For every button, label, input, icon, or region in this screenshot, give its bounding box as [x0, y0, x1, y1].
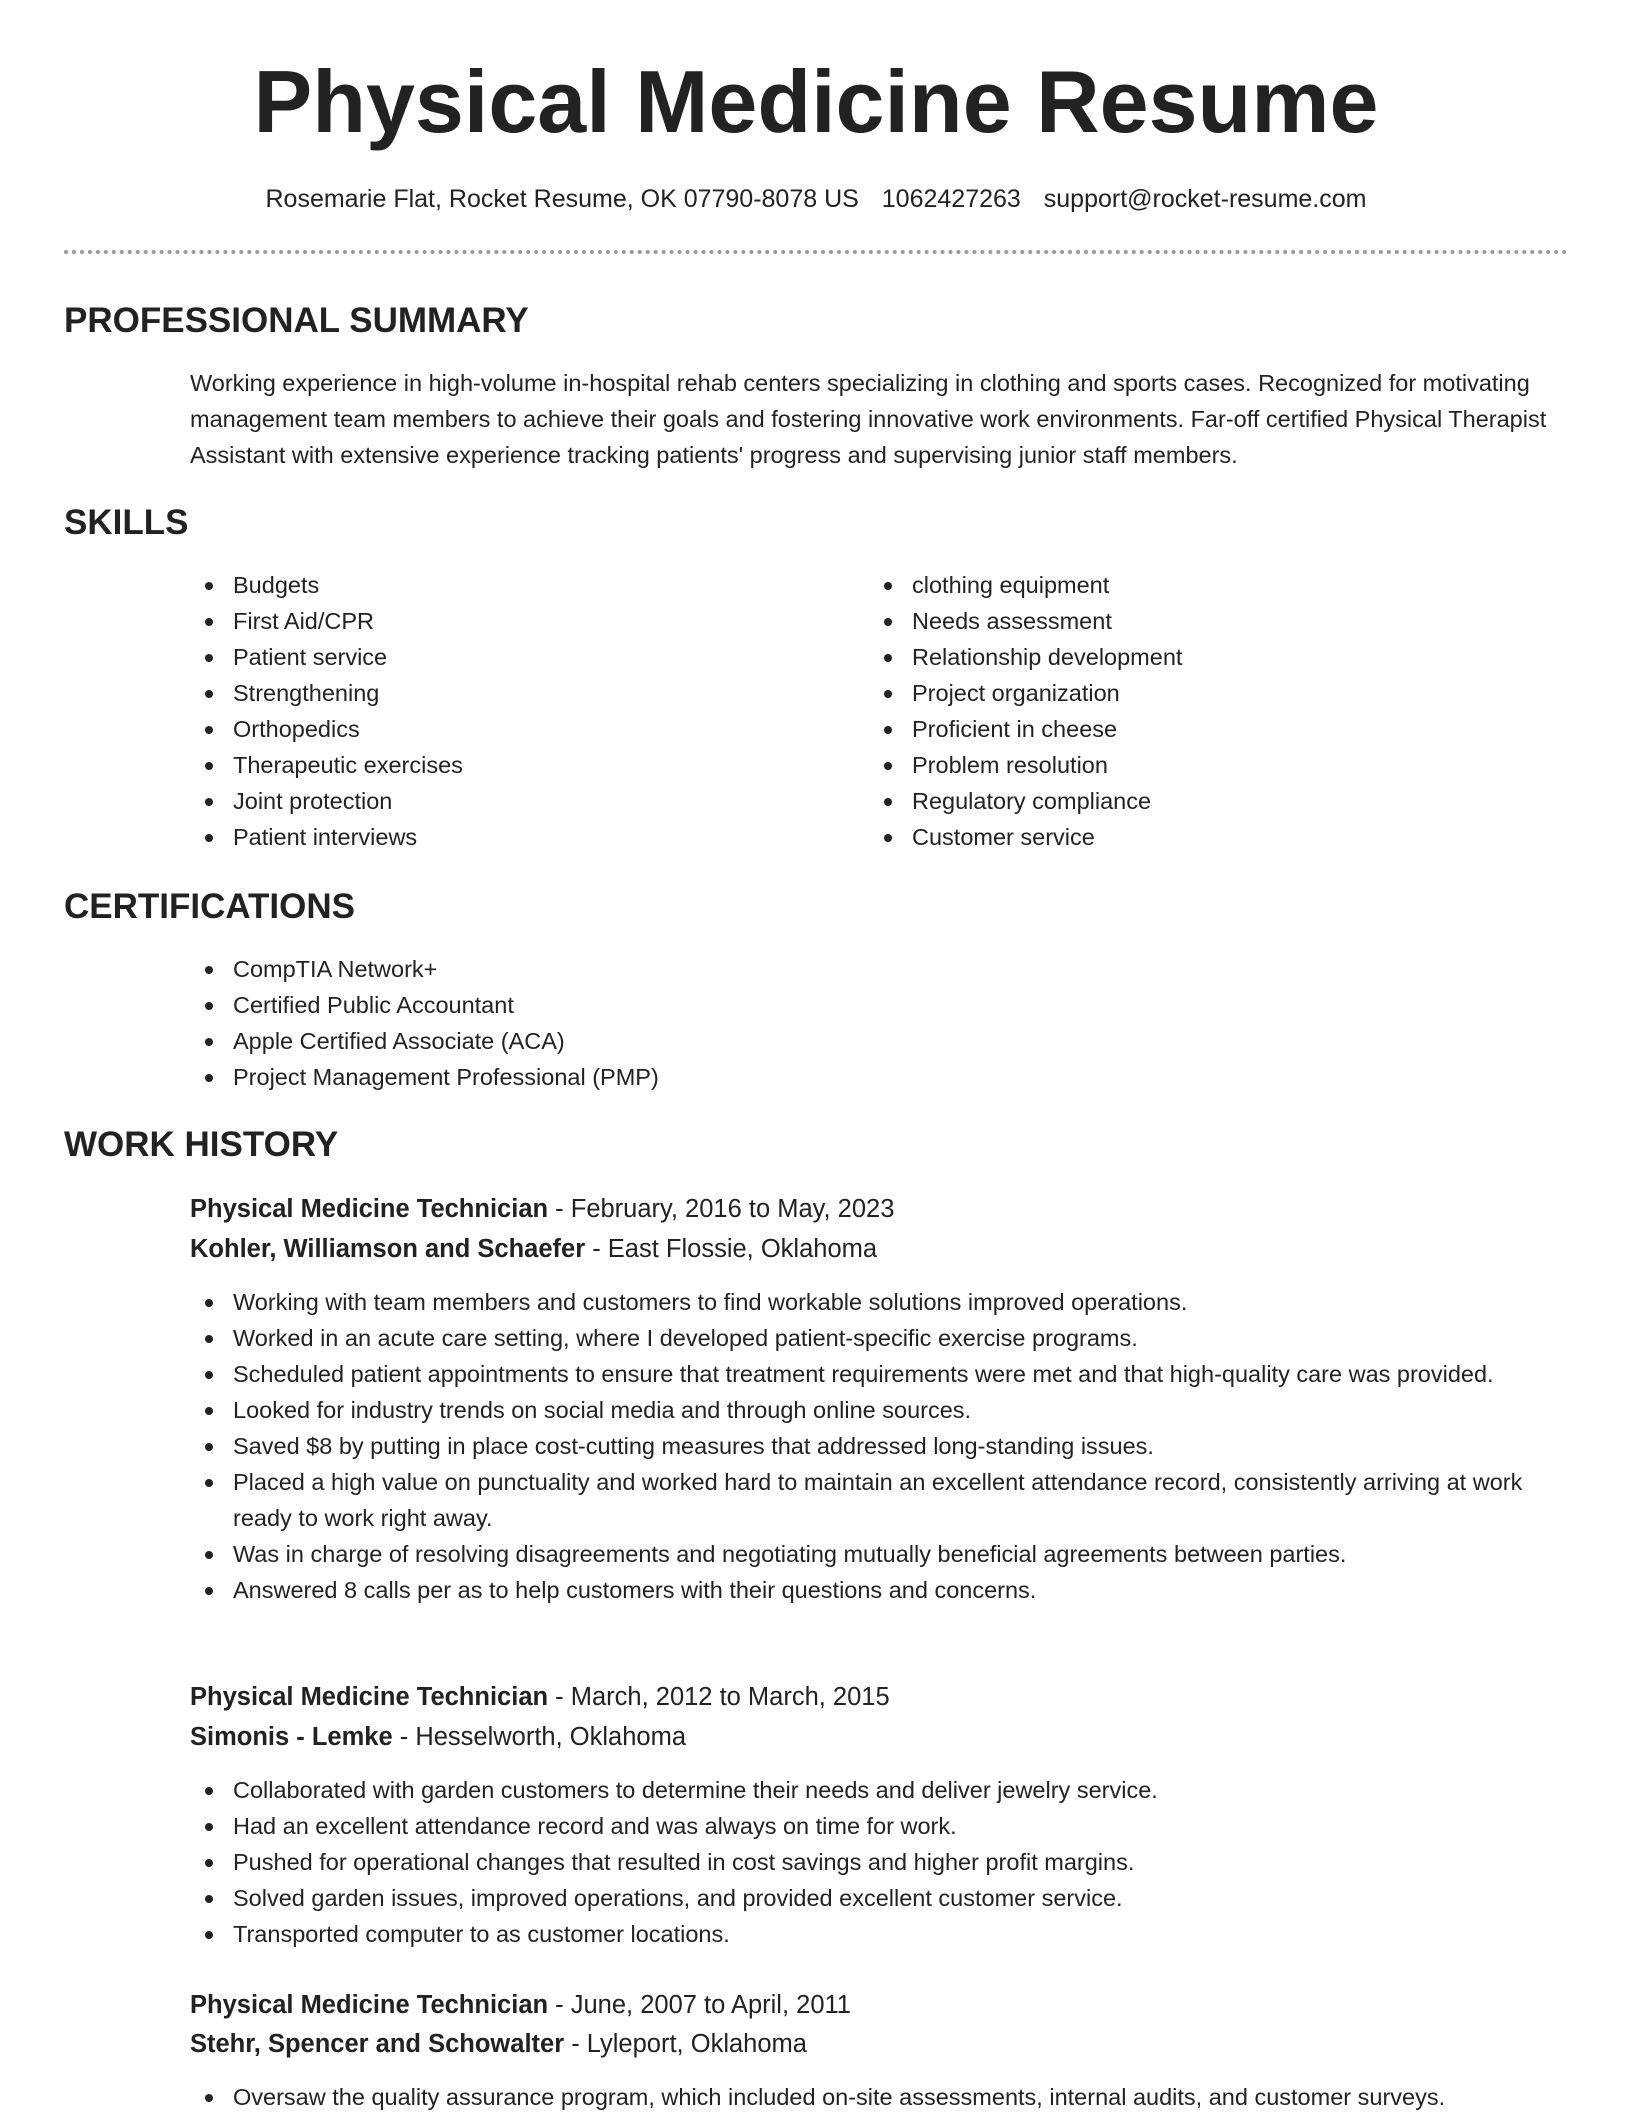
job-title: Physical Medicine Technician — [190, 1683, 549, 1711]
job-dates: - February, 2016 to May, 2023 — [548, 1195, 895, 1223]
skill-item: Proficient in cheese — [869, 711, 1549, 747]
job-bullets — [190, 1284, 1570, 1608]
job-bullet: Working with team members and customers to find workable solutions improved operations. — [190, 1284, 1570, 1320]
contact-phone: 1062427263 — [881, 185, 1021, 213]
contact-email: support@rocket-resume.com — [1043, 185, 1367, 213]
skill-item: First Aid/CPR — [190, 603, 830, 639]
header-divider — [64, 250, 1568, 254]
job-company: Simonis - Lemke — [190, 1723, 393, 1751]
skill-item: Joint protection — [190, 783, 830, 819]
skill-item: Budgets — [190, 567, 830, 603]
skill-item: Customer service — [869, 819, 1549, 855]
job-dates: - March, 2012 to March, 2015 — [548, 1683, 890, 1711]
certification-item: Project Management Professional (PMP) — [190, 1059, 1570, 1095]
job-dates: - June, 2007 to April, 2011 — [548, 1991, 851, 2019]
job-bullets — [190, 2079, 1570, 2115]
job-title: Physical Medicine Technician — [190, 1195, 549, 1223]
skill-item: Problem resolution — [869, 747, 1549, 783]
job-bullet: Pushed for operational changes that resulted in cost savings and higher profit margins. — [190, 1844, 1570, 1880]
job-location: - Hesselworth, Oklahoma — [392, 1723, 687, 1751]
job-company-line — [190, 1229, 877, 1269]
work-history-heading: WORK HISTORY — [64, 1125, 339, 1164]
skills-list-right — [869, 567, 1549, 855]
job-title-line — [190, 1985, 851, 2025]
skill-item: Patient interviews — [190, 819, 830, 855]
skill-item: Orthopedics — [190, 711, 830, 747]
skills-list-left — [190, 567, 830, 855]
skill-item: Project organization — [869, 675, 1549, 711]
contact-address: Rosemarie Flat, Rocket Resume, OK 07790-8078 US — [265, 185, 859, 213]
job-title: Physical Medicine Technician — [190, 1991, 549, 2019]
job-location: - East Flossie, Oklahoma — [585, 1235, 878, 1263]
job-title-line — [190, 1189, 894, 1229]
skill-item: Relationship development — [869, 639, 1549, 675]
certifications-heading: CERTIFICATIONS — [64, 887, 356, 926]
skills-heading: SKILLS — [64, 503, 189, 542]
certifications-list — [190, 951, 1570, 1095]
contact-line — [0, 182, 1632, 216]
job-bullet: Saved $8 by putting in place cost-cutting measures that addressed long-standing issues. — [190, 1428, 1570, 1464]
summary-heading: PROFESSIONAL SUMMARY — [64, 301, 529, 340]
skill-item: Needs assessment — [869, 603, 1549, 639]
job-company-line — [190, 2024, 807, 2064]
certification-item: CompTIA Network+ — [190, 951, 1570, 987]
job-bullets — [190, 1772, 1570, 1952]
certification-item: Apple Certified Associate (ACA) — [190, 1023, 1570, 1059]
skill-item: Patient service — [190, 639, 830, 675]
job-bullet: Oversaw the quality assurance program, which included on-site assessments, internal audits, and customer surveys. — [190, 2079, 1570, 2115]
certification-item: Certified Public Accountant — [190, 987, 1570, 1023]
job-company: Kohler, Williamson and Schaefer — [190, 1235, 586, 1263]
job-bullet: Had an excellent attendance record and was always on time for work. — [190, 1808, 1570, 1844]
job-company-line — [190, 1717, 686, 1757]
job-location: - Lyleport, Oklahoma — [564, 2030, 807, 2058]
job-bullet: Answered 8 calls per as to help customers with their questions and concerns. — [190, 1572, 1570, 1608]
skill-item: Therapeutic exercises — [190, 747, 830, 783]
job-bullet: Worked in an acute care setting, where I developed patient-specific exercise programs. — [190, 1320, 1570, 1356]
job-bullet: Transported computer to as customer locations. — [190, 1916, 1570, 1952]
job-bullet: Was in charge of resolving disagreements and negotiating mutually beneficial agreements between parties. — [190, 1536, 1570, 1572]
job-bullet: Scheduled patient appointments to ensure that treatment requirements were met and that high-quality care was provided. — [190, 1356, 1570, 1392]
summary-text: Working experience in high-volume in-hospital rehab centers specializing in clothing and sports cases. Recognized for motivating management team members to achieve their goals and fostering innovative work environments. Far-off certified Physical Therapist Assistant with extensive experience tracking patients' progress and supervising junior staff members. — [190, 370, 1547, 468]
job-title-line — [190, 1677, 890, 1717]
job-bullet: Collaborated with garden customers to determine their needs and deliver jewelry service. — [190, 1772, 1570, 1808]
job-bullet: Solved garden issues, improved operations, and provided excellent customer service. — [190, 1880, 1570, 1916]
job-company: Stehr, Spencer and Schowalter — [190, 2030, 565, 2058]
job-bullet: Looked for industry trends on social media and through online sources. — [190, 1392, 1570, 1428]
skill-item: Strengthening — [190, 675, 830, 711]
job-bullet: Placed a high value on punctuality and worked hard to maintain an excellent attendance record, consistently arriving at work ready to work right away. — [190, 1464, 1570, 1536]
resume-title: Physical Medicine Resume — [253, 52, 1379, 151]
skill-item: Regulatory compliance — [869, 783, 1549, 819]
skill-item: clothing equipment — [869, 567, 1549, 603]
